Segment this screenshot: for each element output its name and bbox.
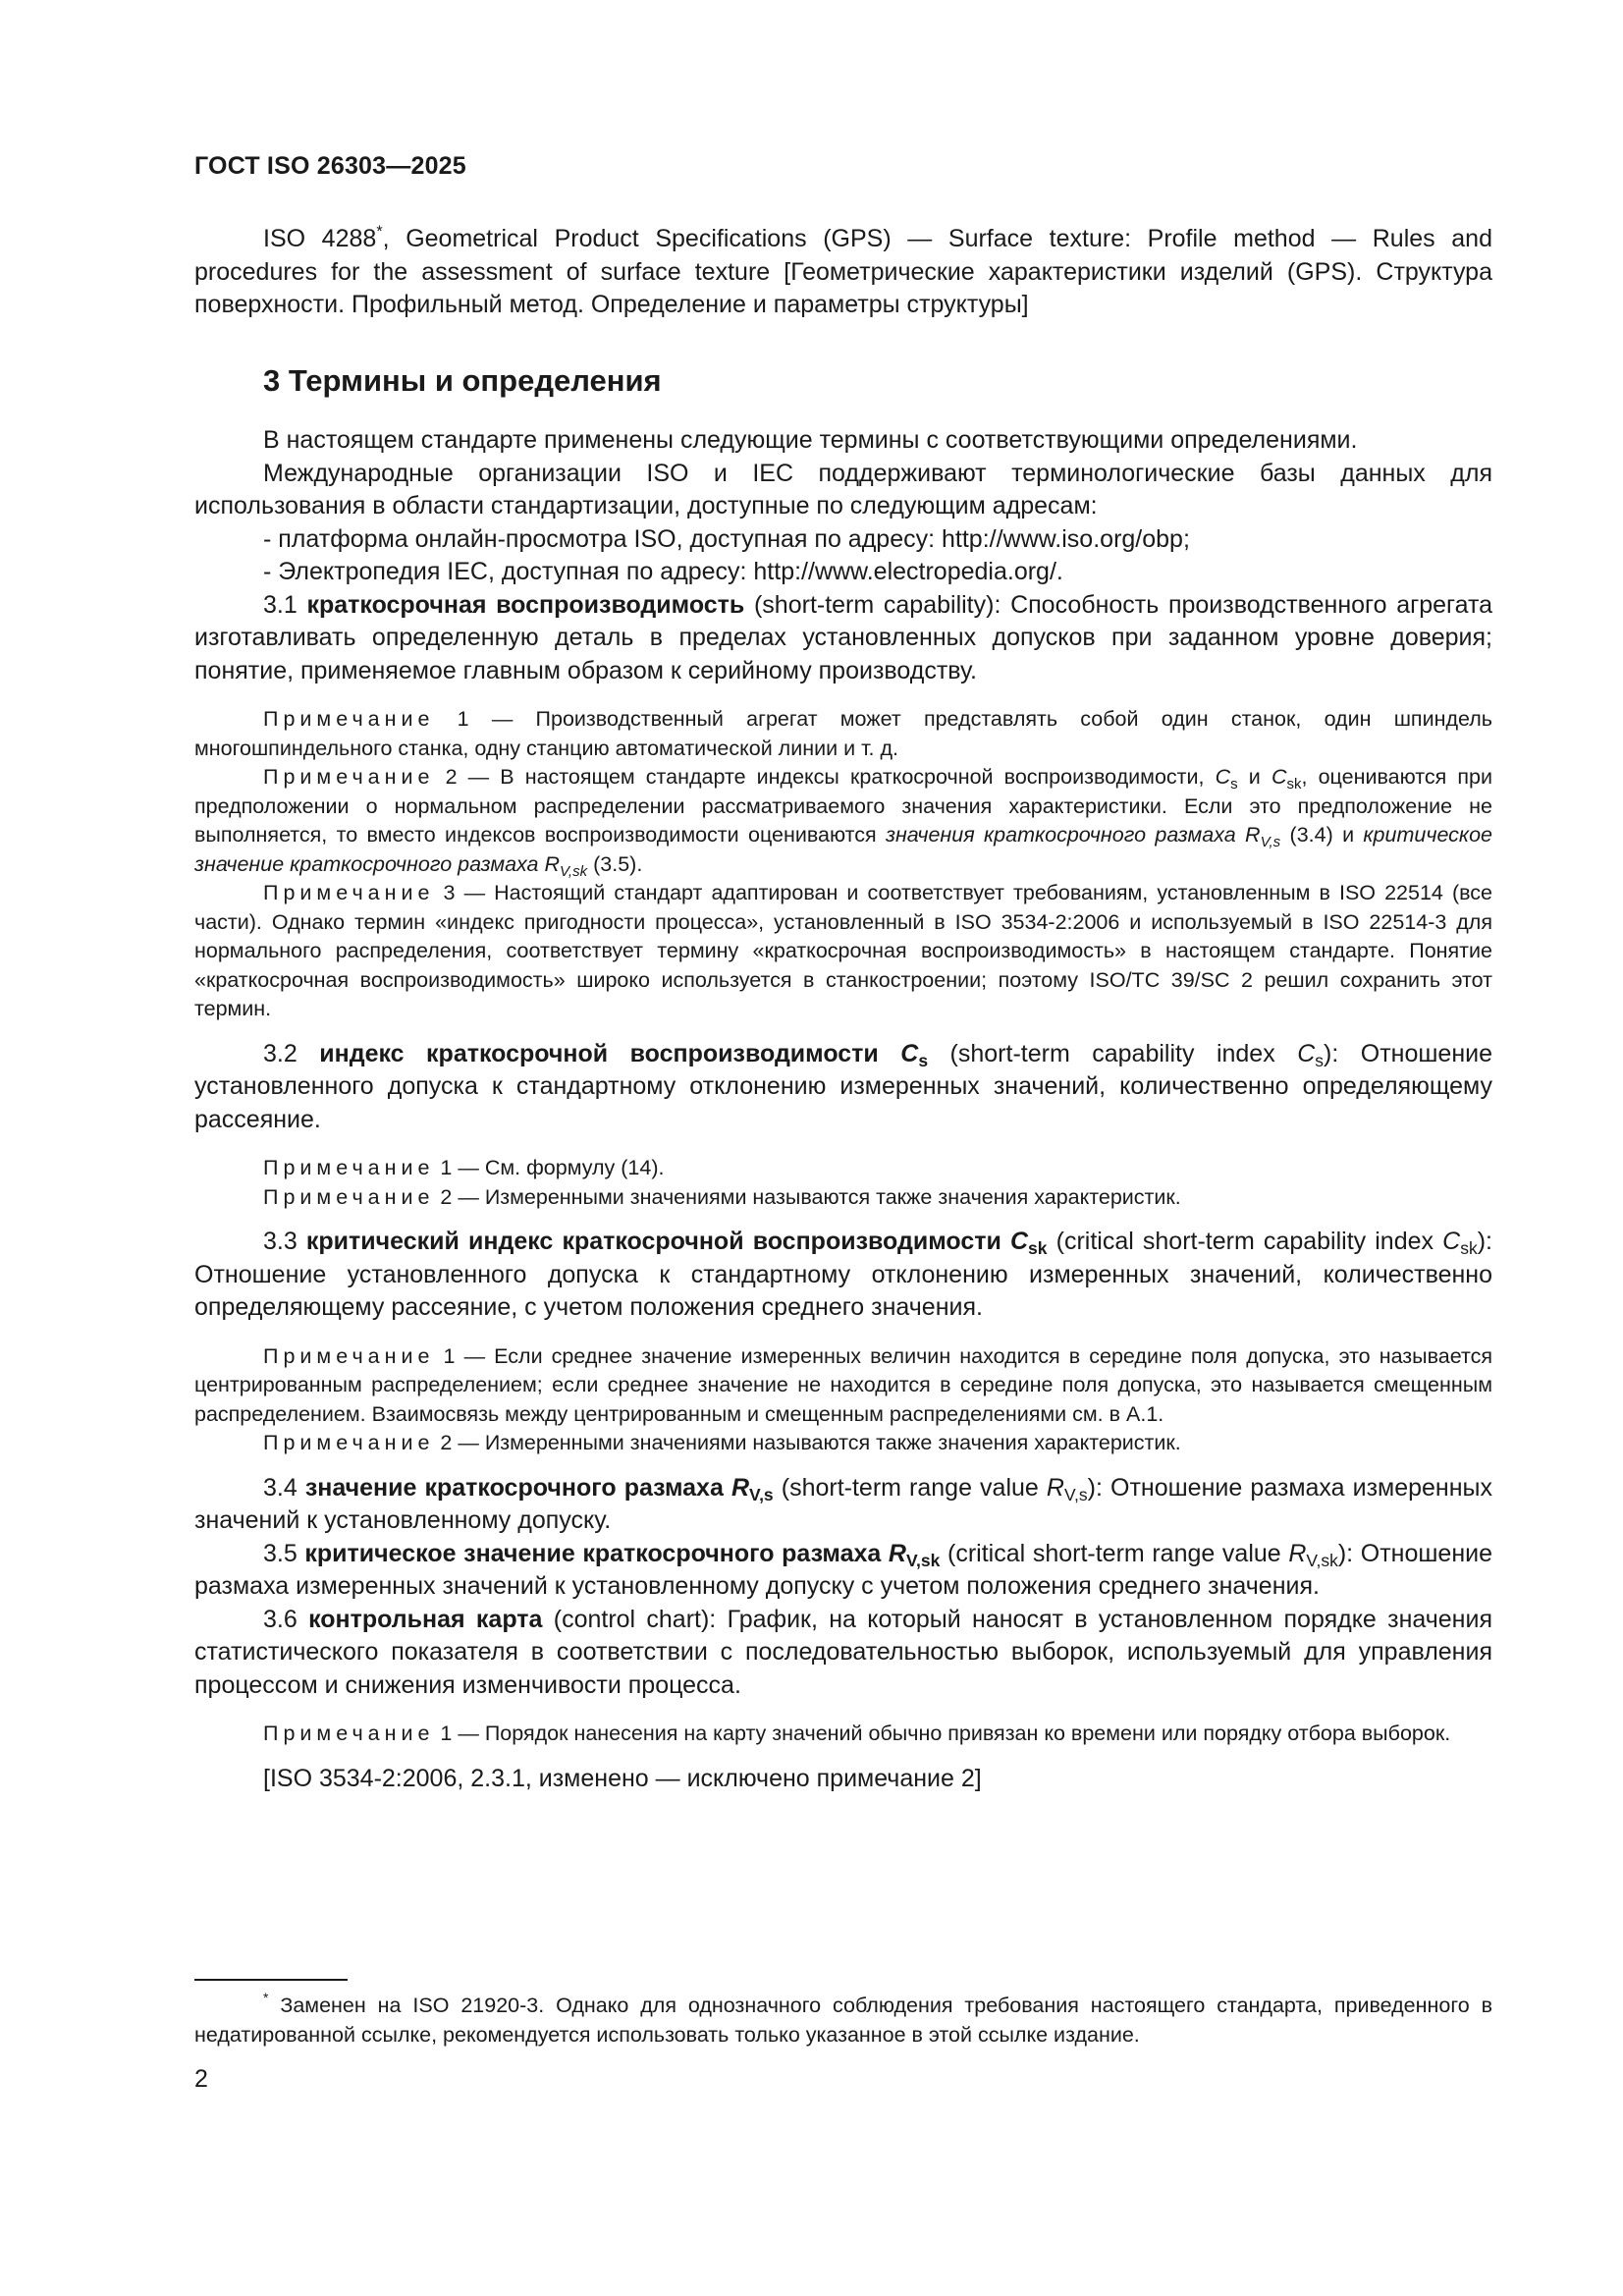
term-3-6: 3.6 контрольная карта (control chart): График, на который наносят в установленном порядке значения статистического показателя в соответствии с последовательностью выборок, используемый для управления процессом и снижения изменчивости процесса.: [194, 1605, 1492, 1699]
term-3-5: 3.5 критическое значение краткосрочного размаха $R_{V,sk}$ (critical short-term range value $R_{V,sk}$): Отношение размаха измеренных значений к установленному допуску с учетом положения среднего значения.: [194, 1539, 1492, 1600]
note: Примечание 2 — Измеренными значениями называются также значения характеристик.: [263, 1431, 1181, 1454]
term-3-1: 3.1 краткосрочная воспроизводимость (short-term capability): Способность производственного агрегата изготавливать определенную деталь в пределах установленных допусков при заданном уровне доверия; понятие, применяемое главным образом к серийному производству.: [194, 590, 1493, 684]
normative-reference: ISO 4288*, Geometrical Product Specifications (GPS) — Surface texture: Profile method — Rules and procedures for the assessment of surface texture [Геометрические характеристики изделий (GPS). Структура поверхности. Профильный метод. Определение и параметры структуры]: [194, 223, 1492, 318]
intro-paragraph: В настоящем стандарте применены следующие термины с соответствующими определениями.: [263, 426, 1358, 454]
note: Примечание 1 — Если среднее значение измеренных величин находится в середине поля допуска, это называется центрированным распределением; если среднее значение не находится в середине поля допуска, это называется смещенным распределением. Взаимосвязь между центрированным и смещенным распределениями см. в А.1.: [194, 1343, 1492, 1426]
list-item: - платформа онлайн-просмотра ISO, доступная по адресу: http://www.iso.org/obp;: [263, 524, 1190, 553]
term-3-4: 3.4 значение краткосрочного размаха $R_{V,s}$ (short-term range value $R_{V,s}$): Отношение размаха измеренных значений к установленному допуску.: [194, 1473, 1493, 1534]
note: Примечание 2 — В настоящем стандарте индексы краткосрочной воспроизводимости, $C_s$ и $C_{sk}$, оцениваются при предположении о нормальном распределении рассматриваемого значения характеристики. Если это предположение не выполняется, то вместо индексов воспроизводимости оцениваются значения краткосрочного размаха $R_{V,s}$ (3.4) и критическое значение краткосрочного размаха $R_{V,sk}$ (3.5).: [194, 765, 1492, 880]
note: Примечание 1 — Производственный агрегат может представлять собой один станок, один шпиндель многошпиндельного станка, одну станцию автоматической линии и т. д.: [194, 707, 1492, 760]
term-3-3: 3.3 критический индекс краткосрочной воспроизводимости $C_{sk}$ (critical short-term capability index $C_{sk}$): Отношение установленного допуска к стандартному отклонению измеренных значений, количественно определяющему рассеяние, с учетом положения среднего значения.: [194, 1228, 1492, 1321]
list-item: - Электропедия IEC, доступная по адресу: http://www.electropedia.org/.: [263, 558, 1063, 585]
note: Примечание 1 — Порядок нанесения на карту значений обычно привязан ко времени или порядку отбора выборок.: [263, 1722, 1451, 1745]
page-number: 2: [194, 2065, 208, 2093]
section-title: 3 Термины и определения: [263, 363, 662, 398]
note: Примечание 3 — Настоящий стандарт адаптирован и соответствует требованиям, установленным в ISO 22514 (все части). Однако термин «индекс пригодности процесса», установленный в ISO 3534-2:2006 и используемый в ISO 22514-3 для нормального распределения, соответствует термину «краткосрочная воспроизводимость» в настоящем стандарте. Понятие «краткосрочная воспроизводимость» широко используется в станкостроении; поэтому ISO/TC 39/SC 2 решил сохранить этот термин.: [194, 881, 1492, 1020]
source-reference: [ISO 3534-2:2006, 2.3.1, изменено — исключено примечание 2]: [263, 1764, 982, 1792]
note: Примечание 1 — См. формулу (14).: [263, 1156, 665, 1179]
footnote-divider: [194, 1979, 348, 1981]
term-3-2: 3.2 индекс краткосрочной воспроизводимости $C_s$ (short-term capability index $C_s$): Отношение установленного допуска к стандартному отклонению измеренных значений, количественно определяющему рассеяние.: [194, 1039, 1492, 1133]
document-header: ГОСТ ISO 26303—2025: [194, 152, 466, 180]
note: Примечание 2 — Измеренными значениями называются также значения характеристик.: [263, 1184, 1181, 1209]
intro-paragraph: Международные организации ISO и IEC поддерживают терминологические базы данных для использования в области стандартизации, доступные по следующим адресам:: [194, 459, 1492, 519]
footnote: * Заменен на ISO 21920-3. Однако для однозначного соблюдения требования настоящего стандарта, приведенного в недатированной ссылке, рекомендуется использовать только указанное в этой ссылке издание.: [194, 1990, 1492, 2047]
terms-section: [194, 424, 1492, 1795]
